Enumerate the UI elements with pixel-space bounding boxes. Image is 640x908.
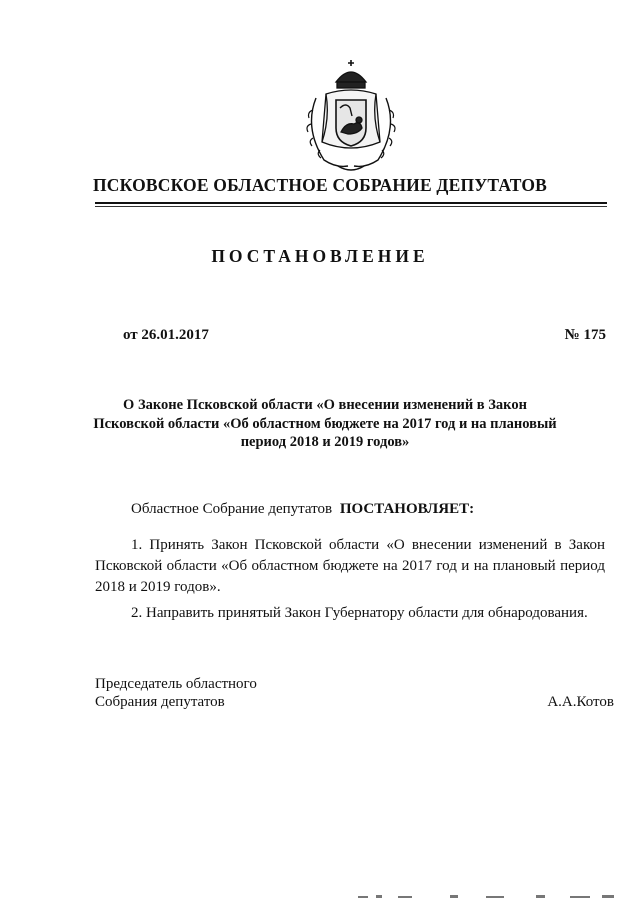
document-subject: О Законе Псковской области «О внесении изменений в Закон Псковской области «Об областном бюджете на 2017 год и на плановый период 2018 и 2019 годов» [93,397,557,450]
document-number: № 175 [564,327,606,343]
preamble [131,501,474,518]
header-divider [95,202,607,204]
decree-item-2: 2. Направить принятый Закон Губернатору области для обнародования. [131,605,588,621]
organization-title: ПСКОВСКОЕ ОБЛАСТНОЕ СОБРАНИЕ ДЕПУТАТОВ [92,175,548,195]
document-date: от 26.01.2017 [123,327,209,343]
preamble-decree-word: ПОСТАНОВЛЯЕТ: [339,501,475,517]
preamble-text: Областное Собрание депутатов [131,501,333,517]
signatory-position-line-2: Собрания депутатов [95,694,225,710]
scan-artifact-marks [358,890,618,902]
decree-item-1: 1. Принять Закон Псковской области «О внесении изменений в Закон Псковской области «Об областном бюджете на 2017 год и на плановый период 2018 и 2019 годов». [95,537,605,595]
header-divider-thin [95,206,607,207]
coat-of-arms-icon [296,58,406,176]
signatory-name: А.А.Котов [547,694,614,710]
signatory-position-line-1: Председатель областного [95,676,257,692]
document-type-heading: ПОСТАНОВЛЕНИЕ [211,246,429,266]
